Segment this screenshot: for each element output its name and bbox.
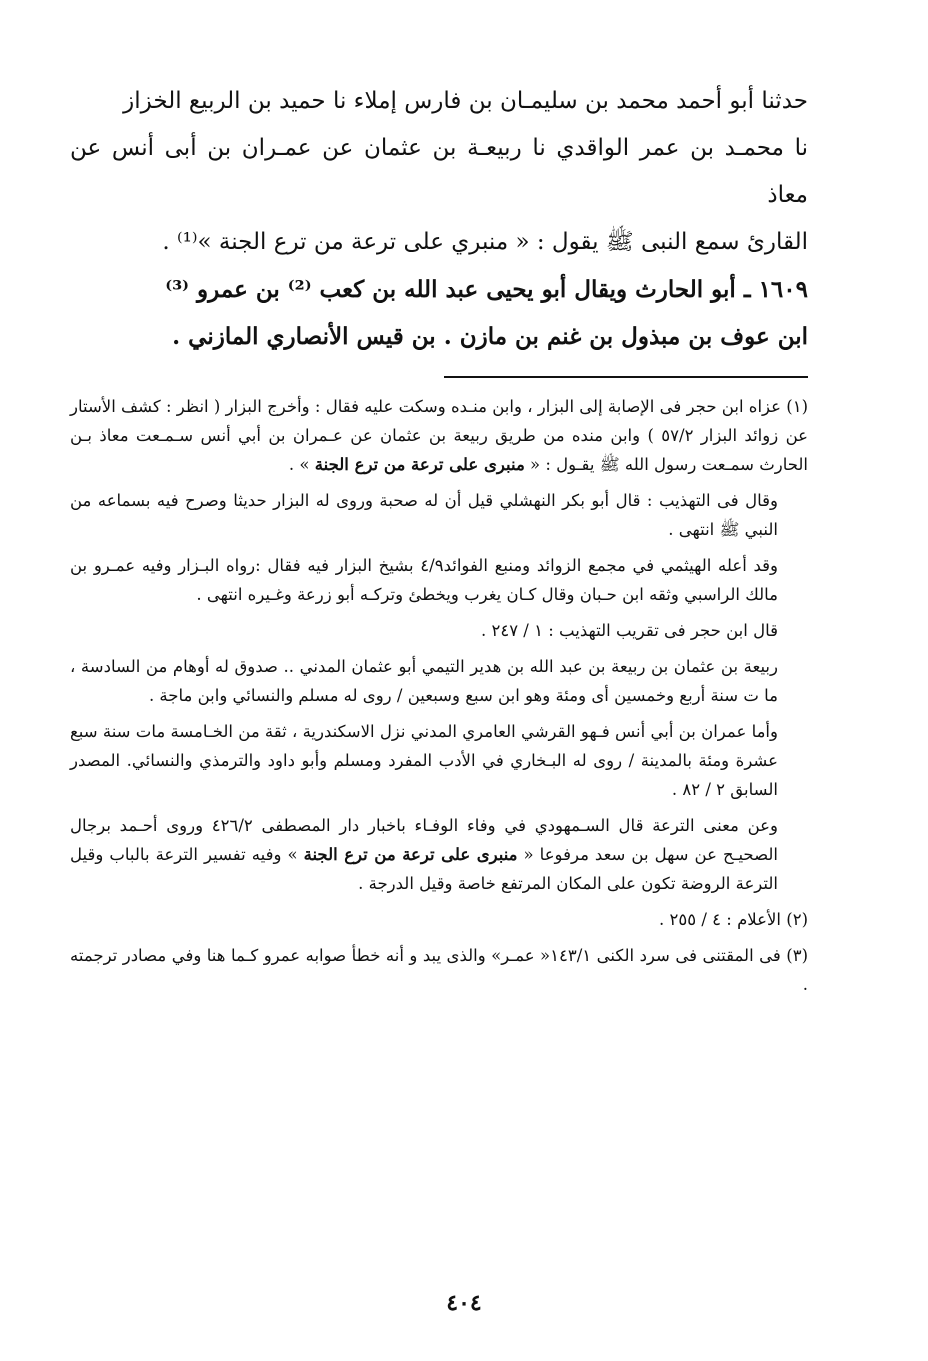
entry-heading-line: ابن عوف بن مبذول بن غنم بن مازن . بن قيس الأنصاري المازني . [172, 323, 808, 350]
footnote-text: (١) عزاه ابن حجر فى الإصابة إلى البزار ، وابن منـده وسكت عليه فقال : وأخرج البزار ( انظر : كشف الأستار عن زوائد البزار ٥٧/٢ ) وابن منده من طريق ربيعة بن عثمان عن عـمران بن أبي أنس سـمـعت معاذ بـن الحارث سمـعت رسول الله ﷺ يقـول : « [70, 397, 808, 474]
main-text-line: حدثنا أبو أحمد محمد بن سليمـان بن فارس إملاء نا حميد بن الربيع الخزاز [123, 88, 808, 114]
footnote-text: » . [288, 455, 315, 474]
footnote-separator [444, 376, 808, 378]
footnote-bold-quote: منبرى على ترعة من ترع الجنة [303, 845, 518, 864]
footnote-paragraph: قال ابن حجر فى تقريب التهذيب : ١ / ٢٤٧ . [480, 621, 778, 640]
page-number: ٤٠٤ [446, 1290, 482, 1316]
footnote-bold-quote: منبرى على ترعة من ترع الجنة [314, 455, 525, 474]
footnotes [70, 392, 808, 1006]
footnote-1 [70, 392, 808, 479]
footnote-paragraph: ربيعة بن عثمان بن ربيعة بن عبد الله بن هدير التيمي أبو عثمان المدني .. صدوق له أوهام من السادسة ، ما ت سنة أربع وخمسين أى ومئة وهو ابن سبع وسبعين / روى له مسلم والنسائي وابن ماجة . [70, 657, 778, 705]
footnote-3: (٣) فى المقتنى فى سرد الكنى ١٤٣/١« عمـر» والذى يبد و أنه خطأ صوابه عمرو كـما هنا وفي مصادر ترجمته . [70, 946, 808, 994]
footnote-2: (٢) الأعلام : ٤ / ٢٥٥ . [659, 910, 808, 929]
footnote-paragraph: وقال فى التهذيب : قال أبو بكر النهشلي قيل أن له صحبة وروى له البزار حديثا وصرح فيه بسماعه من النبي ﷺ انتهى . [70, 491, 778, 539]
footnote-paragraph: وقد أعله الهيثمي في مجمع الزوائد ومنبع الفوائد٤/٩ بشيخ البزار فيه فقال :رواه البـزار وفيه عمـرو بن مالك الراسبي وثقه ابن حـبان وقال كـان يغرب ويخطئ وتركـه أبو زرعة وغـيره انتهى . [70, 556, 778, 604]
footnote-text: وعن معنى الترعة قال السـمهودي في وفاء الوفـاء باخبار دار المصطفى ٤٢٦/٢ وروى أحـمد برجال الصحيـح عن سهل بن سعد مرفوعا « [70, 816, 779, 864]
footnote-text: » وفيه تفسير الترعة بالباب وقيل الترعة الروضة تكون على المكان المرتفع خاصة وقيل الدرجة . [70, 845, 778, 893]
footnote-paragraph: وأما عمران بن أبي أنس فـهو القرشي العامري المدني نزل الاسكندرية ، ثقة من الخـامسة مات سنة سبع عشرة ومئة بالمدينة / روى له البـخاري في الأدب المفرد ومسلم وأبو داود والترمذي والنسائي. المصدر السابق ٢ / ٨٢ . [70, 722, 778, 799]
footnote-paragraph [70, 811, 808, 898]
main-text-line: نا محمـد بن عمر الواقدي نا ربيعـة بن عثمان عن عمـران بن أبى أنس عن معاذ [70, 135, 808, 208]
main-text-line: القارئ سمع النبى ﷺ يقول : « منبري على ترعة من ترع الجنة »⁽¹⁾ . [162, 229, 808, 255]
main-text [70, 78, 808, 360]
entry-heading-line: ١٦٠٩ ـ أبو الحارث ويقال أبو يحيى عبد الله بن كعب ⁽²⁾ بن عمرو ⁽³⁾ [165, 276, 808, 303]
